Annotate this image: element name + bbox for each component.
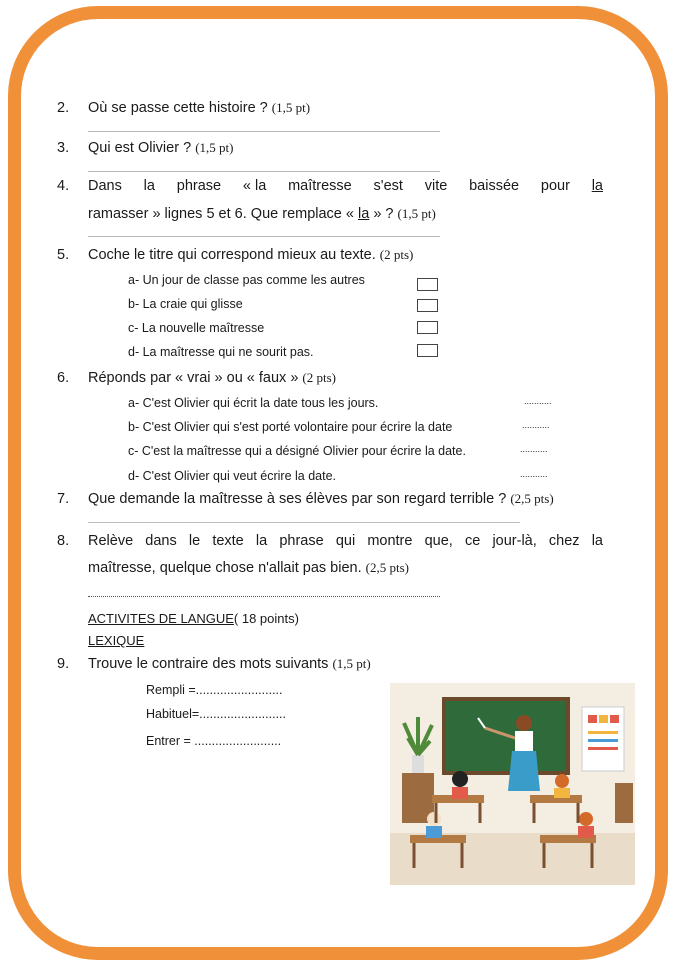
q4-line2	[88, 206, 436, 222]
q5-option-d: d- La maîtresse qui ne sourit pas.	[128, 345, 314, 359]
q9-text	[88, 656, 371, 672]
word: phrase	[176, 178, 222, 194]
word: qui	[335, 533, 356, 549]
q7-label: Que demande la maîtresse à ses élèves par son regard terrible ?	[88, 491, 507, 507]
q6-statement-c: c- C'est la maîtresse qui a désigné Olivier pour écrire la date.	[128, 444, 466, 458]
q5-checkbox-b[interactable]	[417, 299, 438, 312]
q6-statement-d: d- C'est Olivier qui veut écrire la date.	[128, 469, 337, 483]
word: maîtresse	[288, 178, 352, 194]
q8-number: 8.	[57, 533, 70, 549]
classroom-illustration	[390, 683, 635, 885]
word: Dans	[88, 178, 122, 194]
q9-points: (1,5 pt)	[332, 656, 371, 671]
word: ce	[464, 533, 481, 549]
q2-points: (1,5 pt)	[271, 100, 311, 115]
q2-number: 2.	[57, 100, 70, 116]
word: la	[143, 178, 155, 194]
q5-number: 5.	[57, 247, 70, 263]
word: la	[255, 533, 268, 549]
q4-line2-a: ramasser » lignes 5 et 6. Que remplace «	[88, 206, 358, 222]
answer-blank[interactable]: .........................	[194, 734, 282, 748]
q7-answer-line[interactable]	[88, 522, 520, 523]
q3-text	[88, 140, 233, 156]
section-title	[88, 611, 299, 626]
q4-points: (1,5 pt)	[397, 206, 436, 221]
q5-points: (2 pts)	[379, 247, 414, 262]
word: le	[188, 533, 201, 549]
q8-label: maîtresse, quelque chose n'allait pas bien.	[88, 560, 362, 576]
word-label: Habituel=	[146, 707, 200, 721]
q4-answer-line[interactable]	[88, 236, 440, 237]
word-label: Entrer =	[146, 734, 191, 748]
word: s'est	[373, 178, 403, 194]
q3-answer-line[interactable]	[88, 171, 440, 172]
word: chez	[548, 533, 580, 549]
q7-text	[88, 491, 554, 507]
q6-number: 6.	[57, 370, 70, 386]
word-rempli	[146, 683, 283, 697]
q6-points: (2 pts)	[302, 370, 337, 385]
q5-option-c: c- La nouvelle maîtresse	[128, 321, 265, 335]
word: phrase	[279, 533, 324, 549]
q3-number: 3.	[57, 140, 70, 156]
q6-blank-c[interactable]: ...........	[520, 444, 548, 454]
word: que,	[424, 533, 453, 549]
q5-checkbox-a[interactable]	[417, 278, 438, 291]
q4-line2-b: » ?	[369, 206, 394, 222]
section-points: ( 18 points)	[233, 611, 299, 626]
word: « la	[242, 178, 267, 194]
word: dans	[145, 533, 177, 549]
q5-option-b: b- La craie qui glisse	[128, 297, 243, 311]
q5-checkbox-d[interactable]	[417, 344, 438, 357]
lexique-heading: LEXIQUE	[88, 633, 145, 648]
q4-underlined-word: la	[358, 206, 370, 222]
word: pour	[540, 178, 570, 194]
answer-blank[interactable]: .........................	[195, 683, 283, 697]
word: vite	[424, 178, 448, 194]
word: la	[591, 178, 603, 194]
word-entrer	[146, 734, 281, 748]
q2-answer-line[interactable]	[88, 131, 440, 132]
q6-text	[88, 370, 336, 386]
q6-statement-a: a- C'est Olivier qui écrit la date tous les jours.	[128, 396, 379, 410]
q9-number: 9.	[57, 656, 70, 672]
q8-answer-line[interactable]	[88, 596, 440, 597]
q2-text	[88, 100, 310, 116]
word: la	[591, 533, 603, 549]
q5-option-a: a- Un jour de classe pas comme les autres	[128, 273, 365, 287]
section-title-text: ACTIVITES DE LANGUE	[88, 611, 234, 626]
q8-line2	[88, 560, 409, 576]
q7-points: (2,5 pts)	[510, 491, 554, 506]
word-label: Rempli =	[146, 683, 196, 697]
q6-blank-b[interactable]: ...........	[522, 420, 550, 430]
q9-label: Trouve le contraire des mots suivants	[88, 656, 329, 672]
word: Relève	[88, 533, 134, 549]
word-habituel	[146, 707, 286, 721]
q6-blank-a[interactable]: ...........	[524, 396, 552, 406]
q8-line1	[88, 533, 603, 549]
q8-points: (2,5 pts)	[365, 560, 409, 575]
q5-text	[88, 247, 413, 263]
q5-checkbox-c[interactable]	[417, 321, 438, 334]
q4-line1	[88, 178, 603, 194]
word: jour-là,	[492, 533, 537, 549]
word: texte	[212, 533, 244, 549]
q2-label: Où se passe cette histoire ?	[88, 100, 268, 116]
q7-number: 7.	[57, 491, 70, 507]
q5-label: Coche le titre qui correspond mieux au texte.	[88, 247, 376, 263]
q6-blank-d[interactable]: ...........	[520, 469, 548, 479]
q4-number: 4.	[57, 178, 70, 194]
word: baissée	[469, 178, 520, 194]
q3-points: (1,5 pt)	[195, 140, 234, 155]
word: montre	[367, 533, 413, 549]
q6-statement-b: b- C'est Olivier qui s'est porté volontaire pour écrire la date	[128, 420, 453, 434]
q3-label: Qui est Olivier ?	[88, 140, 192, 156]
answer-blank[interactable]: .........................	[199, 707, 286, 721]
q6-label: Réponds par « vrai » ou « faux »	[88, 370, 299, 386]
